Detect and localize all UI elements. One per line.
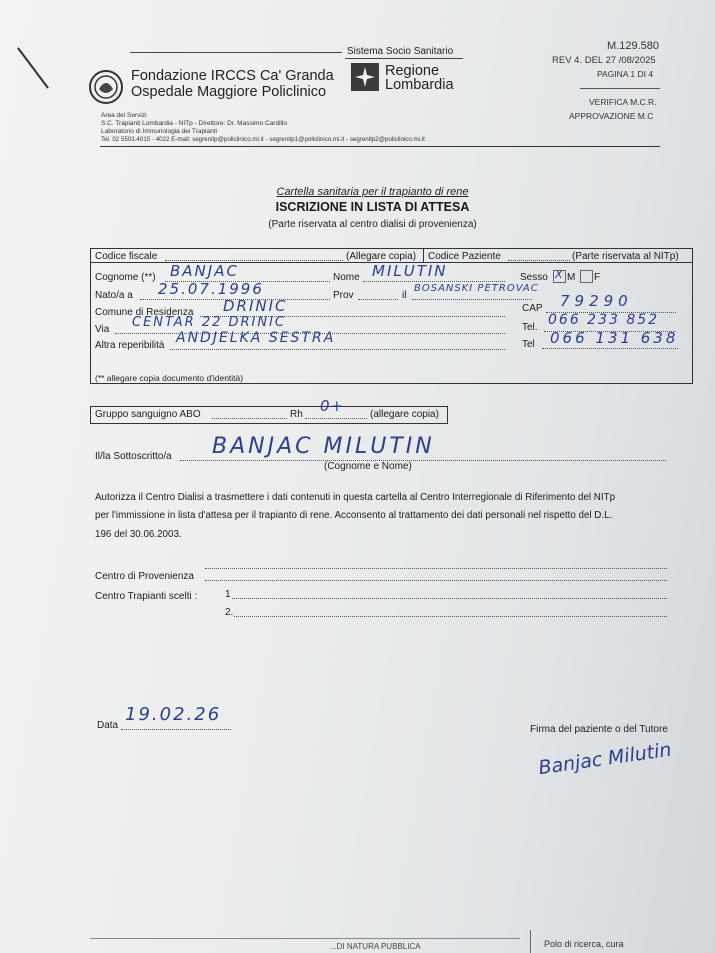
footer-divider	[530, 930, 531, 953]
form-note: (Parte riservata al centro dialisi di provenienza)	[268, 219, 477, 230]
reperibilita-field[interactable]	[170, 349, 505, 350]
prov-label: Prov	[333, 290, 354, 301]
il-field[interactable]	[412, 299, 532, 300]
signature-value: Banjac Milutin	[537, 738, 673, 780]
provenienza-field-upper[interactable]	[205, 568, 667, 569]
codice-fiscale-label: Codice fiscale	[95, 251, 158, 262]
blood-group-field[interactable]	[212, 418, 287, 419]
riservata-nitp-note: (Parte riservata al NITp)	[572, 251, 679, 262]
sesso-m-mark: X	[555, 268, 563, 281]
area-line2: S.C. Trapianti Lombardia - NITp - Direttore: Dr. Massimo Cardillo	[101, 120, 288, 127]
nome-value: MILUTIN	[372, 262, 448, 280]
reperibilita-value: ANDJELKA SESTRA	[176, 330, 336, 346]
nato-label: Nato/a a	[95, 290, 133, 301]
pen-stroke-mark	[14, 44, 54, 94]
allegare-copia-note: (Allegare copia)	[346, 251, 417, 262]
contacts-line: Tel. 02 5503.4015 - 4022 E-mail: segrenitp@policlinico.mi.it - segrenitp1@policlinico.mi.it - segrenitp2@policlinico.mi.it	[101, 136, 425, 143]
regione-lombardia-logo-icon	[350, 62, 380, 92]
consent-line-1: Autorizza il Centro Dialisi a trasmettere i dati contenuti in questa cartella al Centro Interregionale di Riferimento del NITp	[95, 492, 616, 503]
date-value: 19.02.26	[125, 704, 222, 725]
date-field[interactable]	[121, 729, 231, 730]
region-name-line2: Lombardia	[385, 77, 454, 93]
date-label: Data	[97, 720, 119, 731]
nome-field[interactable]	[363, 281, 505, 282]
form-subtitle: Cartella sanitaria per il trapianto di rene	[276, 186, 469, 198]
blood-allegare-note: (allegare copia)	[370, 409, 439, 420]
via-label: Via	[95, 324, 110, 335]
consent-line-2: per l'immissione in lista d'attesa per il trapianto di rene. Acconsento al trattamento dei dati personali nel rispetto del D.L.	[95, 510, 613, 521]
documento-note: (** allegare copia documento d'identità)	[95, 373, 244, 383]
rh-value: 0+	[320, 397, 345, 415]
verifica-label: VERIFICA M.C.R.	[589, 97, 657, 107]
tel2-value: 066 131 638	[550, 329, 679, 347]
cap-label: CAP	[522, 303, 543, 314]
codice-paziente-field[interactable]	[508, 260, 570, 261]
blood-group-label: Gruppo sanguigno ABO	[95, 409, 201, 420]
signature-label: Firma del paziente o del Tutore	[530, 724, 668, 735]
il-label: il	[402, 290, 407, 301]
codice-fiscale-field[interactable]	[165, 260, 343, 261]
signer-value: BANJAC MILUTIN	[212, 434, 435, 459]
area-line3: Laboratorio di Immunologia dei Trapianti	[101, 128, 217, 135]
rh-label: Rh	[290, 409, 303, 420]
sesso-f-checkbox[interactable]	[580, 270, 593, 283]
trapianti-1-number: 1	[225, 589, 231, 600]
prov-field[interactable]	[358, 299, 398, 300]
form-title: ISCRIZIONE IN LISTA DI ATTESA	[275, 200, 470, 214]
rh-field[interactable]	[305, 418, 367, 419]
sesso-f-label: F	[594, 272, 601, 283]
institution-name-line2: Ospedale Maggiore Policlinico	[131, 84, 327, 100]
nato-value: 25.07.1996	[158, 280, 264, 298]
area-line1: Area dei Servizi	[101, 112, 147, 119]
sesso-label: Sesso	[520, 272, 548, 283]
footer-rule	[90, 938, 520, 939]
signer-caption: (Cognome e Nome)	[324, 461, 412, 472]
footer-left-text: ...DI NATURA PUBBLICA	[330, 942, 421, 951]
doc-code: M.129.580	[607, 40, 659, 52]
provenienza-label: Centro di Provenienza	[95, 571, 194, 582]
provenienza-field[interactable]	[205, 580, 667, 581]
header-rule-top	[130, 52, 342, 53]
system-label: Sistema Socio Sanitario	[347, 46, 454, 57]
consent-line-3: 196 del 30.06.2003.	[95, 529, 182, 540]
tel-label: Tel.	[522, 322, 538, 333]
approvazione-label: APPROVAZIONE M.C	[569, 111, 654, 121]
tel2-field[interactable]	[542, 348, 678, 349]
nome-label: Nome	[333, 272, 360, 283]
hospital-seal-icon	[88, 69, 124, 105]
signer-field[interactable]	[180, 460, 666, 461]
footer-right-text: Polo di ricerca, cura	[544, 939, 624, 949]
institution-name-line1: Fondazione IRCCS Ca' Granda	[131, 68, 334, 84]
codice-paziente-label: Codice Paziente	[428, 251, 501, 262]
cognome-label: Cognome (**)	[95, 272, 156, 283]
page-number: PAGINA 1 DI 4	[597, 69, 654, 79]
reperibilita-label: Altra reperibilità	[95, 340, 165, 351]
signer-label: Il/la Sottoscritto/a	[95, 451, 172, 462]
comune-value: DRINIC	[223, 297, 288, 315]
cap-value: 79290	[560, 292, 633, 310]
trapianti-2-number: 2.	[225, 607, 234, 618]
via-value: CENTAR 22 DRINIC	[132, 315, 287, 330]
verifica-rule	[580, 88, 660, 89]
tel2-label: Tel	[522, 339, 535, 350]
sesso-m-label: M	[567, 272, 576, 283]
comune-label: Comune di Residenza	[95, 307, 194, 318]
header-rule-sub	[345, 58, 463, 59]
tel-value: 066 233 852	[548, 312, 660, 328]
cognome-value: BANJAC	[170, 262, 239, 280]
il-value: BOSANSKI PETROVAC	[414, 283, 539, 294]
revision-info: REV 4. DEL 27 /08/2025	[552, 55, 656, 66]
patient-box-col-divider	[423, 248, 424, 262]
trapianti-2-field[interactable]	[234, 616, 667, 617]
header-rule-bottom	[100, 146, 660, 147]
trapianti-1-field[interactable]	[232, 598, 667, 599]
region-name-line1: Regione	[385, 63, 440, 79]
trapianti-label: Centro Trapianti scelti :	[95, 591, 198, 602]
